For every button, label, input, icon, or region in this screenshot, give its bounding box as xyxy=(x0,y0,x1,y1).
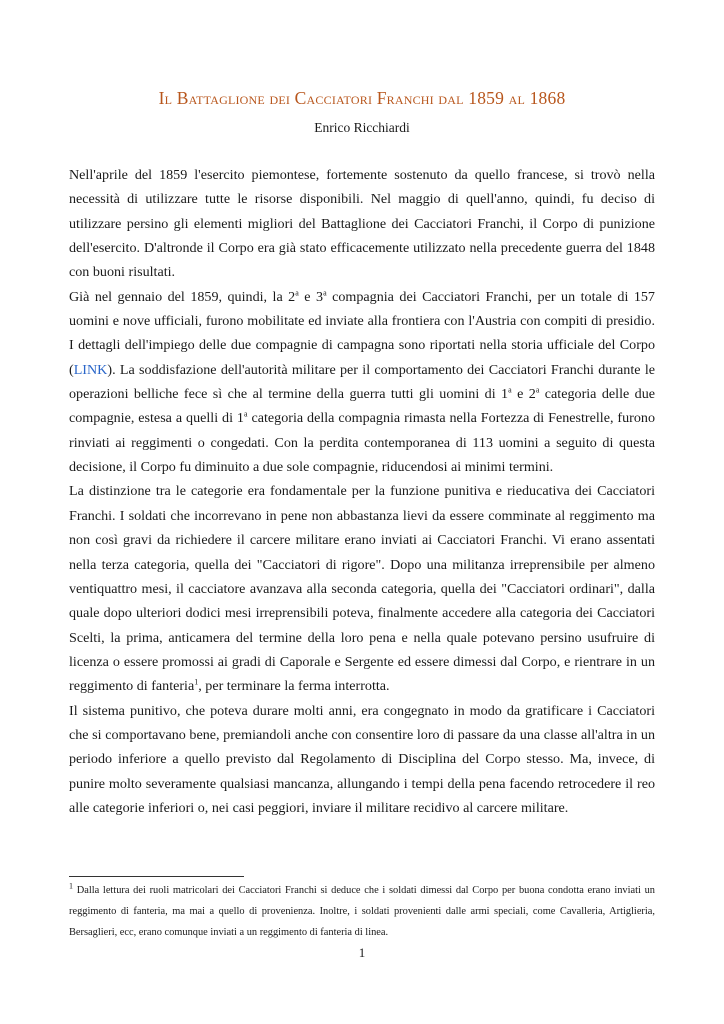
footnote xyxy=(69,880,655,943)
paragraph-3 xyxy=(69,479,655,698)
paragraph-2 xyxy=(69,285,655,480)
ordinal-superscript: a xyxy=(535,385,540,395)
paragraph-2-text: ). La soddisfazione dell'autorità militare per il comportamento dei Cacciatori Franchi durante le operazioni belliche fece sì che al termine della guerra tutti gli uomini di 1 xyxy=(69,361,655,403)
paragraph-2-text: categoria delle due compagnie, estesa a quelli di 1 xyxy=(69,386,656,427)
document-author: Enrico Ricchiardi xyxy=(314,120,410,135)
footnote-text: Dalla lettura dei ruoli matricolari dei Cacciatori Franchi si deduce che i soldati dimessi dal Corpo per buona condotta erano inviati un reggimento di fanteria, ma mai a quello di provenienza. Inoltre, i soldati provenienti dalle armi speciali, come Cavalleria, Artiglieria, Bersaglieri, ecc, erano comunque inviati a un reggimento di fanteria di linea. xyxy=(69,885,655,938)
footnote-marker: 1 xyxy=(69,881,73,891)
paragraph-3-text: , per terminare la ferma interrotta. xyxy=(198,678,390,695)
ordinal-superscript: a xyxy=(323,288,327,298)
document-body xyxy=(69,163,655,820)
ordinal-superscript: a xyxy=(295,288,299,298)
ordinal-superscript: a xyxy=(243,409,248,419)
paragraph-2-text: categoria della compagnia rimasta nella Fortezza di Fenestrelle, furono rinviati ai reggimenti o congedati. Con la perdita contemporanea di 113 uomini a seguito di questa decisione, il Corpo fu diminuito a due sole compagnie, riducendosi ai minimi termini. xyxy=(69,410,655,476)
paragraph-4: Il sistema punitivo, che poteva durare molti anni, era congegnato in modo da gratificare i Cacciatori che si comportavano bene, premiandoli anche con consentire loro di passare da una classe all'altra in un periodo inferiore a quello previsto dal Regolamento di Disciplina del Corpo stesso. Ma, invece, di punire molto severamente qualsiasi mancanza, allungando i tempi della pena facendo retrocedere il reo alle categorie inferiori o, nei casi peggiori, inviare il militare recidivo al carcere militare. xyxy=(69,702,655,816)
paragraph-2-text: e 3 xyxy=(298,288,324,305)
ordinal-superscript: a xyxy=(508,385,512,395)
paragraph-1: Nell'aprile del 1859 l'esercito piemontese, fortemente sostenuto da quello francese, si trovò nella necessità di utilizzare tutte le risorse disponibili. Nel maggio di quell'anno, quindi, fu deciso di utilizzare persino gli elementi migliori del Battaglione dei Cacciatori Franchi, il Corpo di punizione dell'esercito. D'altronde il Corpo era già stato efficacemente utilizzato nella precedente guerra del 1848 con buoni risultati. xyxy=(69,167,655,281)
paragraph-2-text: compagnia dei Cacciatori Franchi, per un totale di 157 uomini e nove ufficiali, furono mobilitate ed inviate alla frontiera con l'Austria con compiti di presidio. I dettagli dell'impiego delle due compagnie di campagna sono riportati nella storia ufficiale del Corpo ( xyxy=(69,288,655,378)
document-title: Il Battaglione dei Cacciatori Franchi dal 1859 al 1868 xyxy=(158,88,566,108)
paragraph-3-text: La distinzione tra le categorie era fondamentale per la funzione punitiva e rieducativa dei Cacciatori Franchi. I soldati che incorrevano in pene non abbastanza lievi da essere comminate al reggimento ma non così gravi da richiedere il carcere militare erano inviati ai Cacciatori Franchi. Vi erano assentati nella terza categoria, quella dei "Cacciatori di rigore". Dopo una militanza irreprensibile per almeno ventiquattro mesi, il cacciatore avanzava alla seconda categoria, quella dei "Cacciatori ordinari", dalla quale dopo ulteriori dodici mesi irreprensibili poteva, finalmente accedere alla categoria dei Cacciatori Scelti, la prima, anticamera del termine della loro pena e nella quale potevano persino usufruire di licenza o essere promossi ai gradi di Caporale e Sergente ed essere dimessi dal Corpo, e rientrare in un reggimento di fanteria xyxy=(69,483,655,695)
paragraph-2-text: Già nel gennaio del 1859, quindi, la 2 xyxy=(69,288,296,305)
official-history-link[interactable]: LINK xyxy=(73,361,108,378)
page-number: 1 xyxy=(358,945,366,960)
paragraph-2-text: e 2 xyxy=(511,386,536,403)
footnote-reference[interactable]: 1 xyxy=(194,677,199,687)
footnote-divider xyxy=(69,876,244,877)
